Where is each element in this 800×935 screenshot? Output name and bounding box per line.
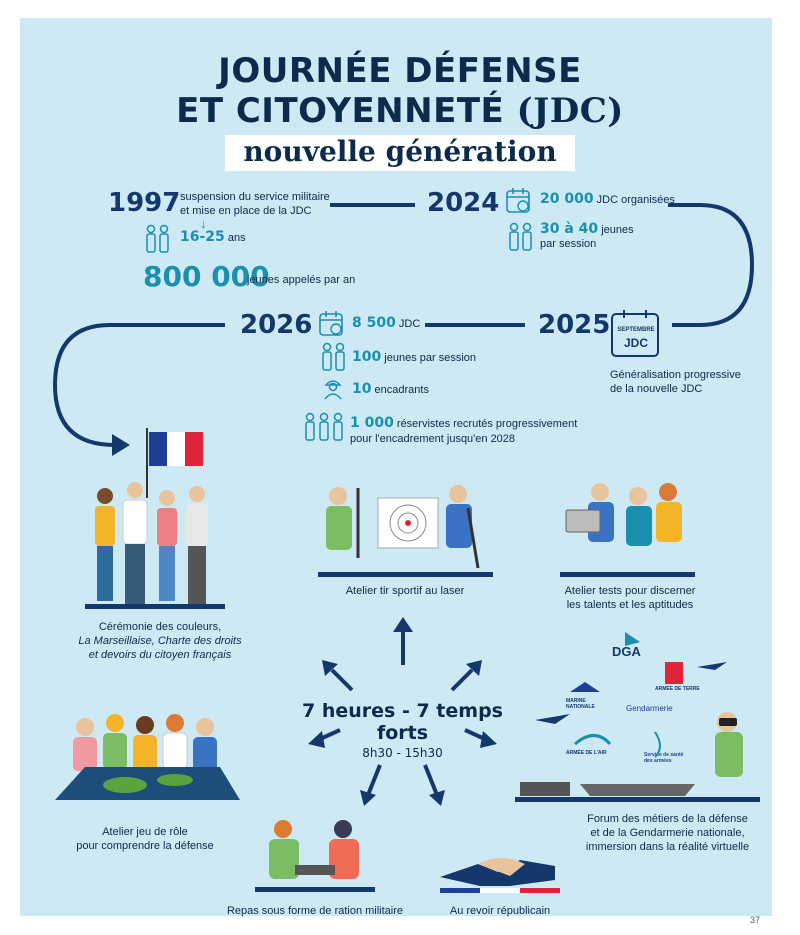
- caption-ceremony-1: Cérémonie des couleurs,: [98, 621, 222, 633]
- desc-1997-2: et mise en place de la JDC: [180, 205, 312, 217]
- logo-air: ARMÉE DE L'AIR: [566, 750, 607, 756]
- title-abbr: (JDC): [516, 91, 624, 131]
- reservists-label2-2026: pour l'encadrement jusqu'en 2028: [350, 433, 516, 445]
- jdc-label-2024: JDC organisées: [596, 194, 675, 206]
- youth-label2-2024: par session: [540, 238, 597, 250]
- caption-goodbye: Au revoir républicain: [449, 905, 551, 917]
- age-num: 16-25: [180, 229, 225, 245]
- logo-sante: Service de santé des armées: [644, 752, 684, 764]
- staff-label-2026: encadrants: [374, 384, 429, 396]
- age-unit: ans: [227, 232, 246, 244]
- caption-meal: Repas sous forme de ration militaire: [226, 905, 404, 917]
- caption-tests-1: Atelier tests pour discerner: [564, 585, 696, 597]
- calendar-text: JDC: [623, 336, 648, 350]
- year-1997: 1997: [108, 188, 181, 218]
- logo-armee-terre: ARMÉE DE TERRE: [655, 686, 700, 692]
- title-line2-text: ET CITOYENNETÉ: [176, 91, 505, 131]
- hub: [280, 700, 525, 760]
- logo-marine: MARINE NATIONALE: [566, 698, 595, 710]
- jdc-num-2026: 8 500: [352, 315, 396, 331]
- desc-2025-2: de la nouvelle JDC: [610, 383, 703, 395]
- logo-gendarmerie: Gendarmerie: [626, 704, 673, 713]
- jdc-label-2026: JDC: [398, 318, 421, 330]
- desc-1997-1: suspension du service militaire: [180, 191, 330, 203]
- title-line1: JOURNÉE DÉFENSE: [218, 51, 582, 91]
- arrow-down-icon: ↓: [200, 216, 207, 231]
- caption-roleplay-1: Atelier jeu de rôle: [102, 826, 188, 838]
- caption-forum-3: immersion dans la réalité virtuelle: [585, 841, 750, 853]
- desc-2025-1: Généralisation progressive: [610, 369, 741, 381]
- calendar-month: SEPTEMBRE: [617, 327, 655, 333]
- caption-tests-2: les talents et les aptitudes: [566, 599, 694, 611]
- caption-roleplay-2: pour comprendre la défense: [76, 840, 214, 852]
- big-label-1997: jeunes appelés par an: [247, 274, 356, 286]
- jdc-num-2024: 20 000: [540, 191, 594, 207]
- youth-label-2026: jeunes par session: [384, 352, 477, 364]
- year-2024: 2024: [427, 188, 500, 218]
- youth-num-2026: 100: [352, 349, 382, 365]
- year-2025: 2025: [538, 310, 611, 340]
- subtitle: nouvelle génération: [225, 135, 575, 171]
- caption-forum: [565, 812, 770, 854]
- year-2026: 2026: [240, 310, 313, 340]
- logo-dga: DGA: [612, 644, 641, 659]
- hub-title: 7 heures - 7 temps forts: [302, 700, 503, 744]
- caption-roleplay: [60, 825, 230, 853]
- big-num-1997: 800 000: [143, 260, 270, 293]
- meal-illustration: [255, 815, 375, 895]
- caption-laser: Atelier tir sportif au laser: [345, 585, 465, 597]
- reserv-label-2026: réservistes recrutés progressivement: [396, 418, 578, 430]
- youth-num-2024: 30 à 40: [540, 221, 599, 237]
- roleplay-illustration: [45, 705, 245, 815]
- page-number: 37: [749, 915, 760, 925]
- handshake-illustration: [440, 842, 560, 897]
- youth-label-2024: jeunes: [601, 224, 634, 236]
- hub-time: 8h30 - 15h30: [362, 746, 443, 760]
- reserv-num-2026: 1 000: [350, 415, 394, 431]
- staff-num-2026: 10: [352, 381, 372, 397]
- caption-ceremony-2-text: La Marseillaise, Charte des droits: [78, 635, 242, 647]
- caption-ceremony-3-text: et devoirs du citoyen français: [88, 649, 232, 661]
- caption-forum-2: et de la Gendarmerie nationale,: [590, 827, 745, 839]
- forum-illustration: [515, 632, 760, 807]
- caption-forum-1: Forum des métiers de la défense: [587, 813, 748, 825]
